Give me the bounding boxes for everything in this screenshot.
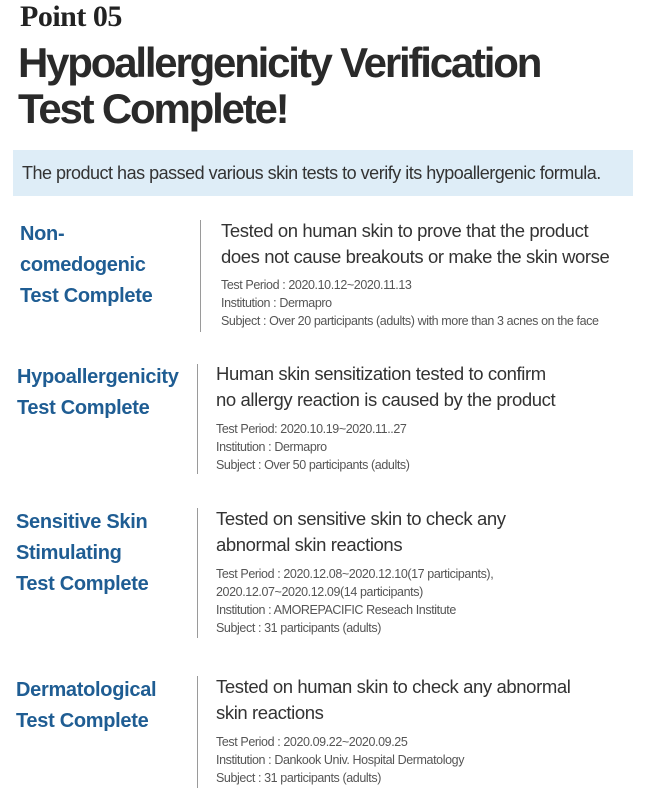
detail-line: Subject : Over 20 participants (adults) with more than 3 acnes on the face <box>221 314 599 328</box>
section-description <box>216 506 506 558</box>
description-line: Tested on sensitive skin to check any <box>216 508 506 529</box>
section-details <box>216 733 464 787</box>
section-title-line: comedogenic <box>20 254 146 276</box>
section-description <box>216 361 555 413</box>
detail-line: Institution : Dermapro <box>216 440 327 454</box>
description-line: Tested on human skin to prove that the product <box>221 220 589 241</box>
section-title-line: Test Complete <box>16 573 149 595</box>
description-line: abnormal skin reactions <box>216 534 403 555</box>
detail-line: Institution : Dankook Univ. Hospital Dermatology <box>216 753 465 767</box>
divider <box>197 364 198 474</box>
section-title-line: Hypoallergenicity <box>17 366 179 388</box>
section-title-line: Sensitive Skin <box>16 511 148 533</box>
section-details <box>221 276 599 330</box>
section-description <box>216 674 570 726</box>
section-title-line: Test Complete <box>16 710 149 732</box>
section-title <box>16 507 148 600</box>
description-line: does not cause breakouts or make the skin worse <box>221 246 610 267</box>
page-title-line: Test Complete! <box>18 85 288 132</box>
section-title <box>16 675 156 737</box>
section-title-line: Non- <box>20 223 65 245</box>
section-title <box>20 219 152 312</box>
divider <box>200 220 201 332</box>
detail-line: Institution : Dermapro <box>221 296 332 310</box>
section-description <box>221 218 609 270</box>
page-title <box>18 40 638 132</box>
section-details <box>216 420 410 474</box>
description-line: no allergy reaction is caused by the product <box>216 389 556 410</box>
detail-line: Subject : 31 participants (adults) <box>216 621 381 635</box>
description-line: Tested on human skin to check any abnormal <box>216 676 571 697</box>
point-label: Point 05 <box>20 0 122 33</box>
description-line: skin reactions <box>216 702 324 723</box>
detail-line: Subject : Over 50 participants (adults) <box>216 458 410 472</box>
page-title-line: Hypoallergenicity Verification <box>18 39 541 86</box>
section-title <box>17 362 179 424</box>
divider <box>197 508 198 638</box>
detail-line: Test Period : 2020.10.12~2020.11.13 <box>221 278 412 292</box>
section-title-line: Dermatological <box>16 679 157 701</box>
detail-line: Institution : AMOREPACIFIC Reseach Institute <box>216 603 456 617</box>
section-title-line: Test Complete <box>17 397 150 419</box>
divider <box>197 676 198 788</box>
section-details <box>216 565 493 637</box>
description-line: Human skin sensitization tested to confirm <box>216 363 546 384</box>
detail-line: Test Period : 2020.12.08~2020.12.10(17 participants), <box>216 567 494 581</box>
section-title-line: Test Complete <box>20 285 153 307</box>
detail-line: 2020.12.07~2020.12.09(14 participants) <box>216 585 423 599</box>
detail-line: Test Period: 2020.10.19~2020.11..27 <box>216 422 407 436</box>
detail-line: Subject : 31 participants (adults) <box>216 771 381 785</box>
detail-line: Test Period : 2020.09.22~2020.09.25 <box>216 735 408 749</box>
section-title-line: Stimulating <box>16 542 122 564</box>
summary-banner: The product has passed various skin tests to verify its hypoallergenic formula. <box>13 150 633 196</box>
